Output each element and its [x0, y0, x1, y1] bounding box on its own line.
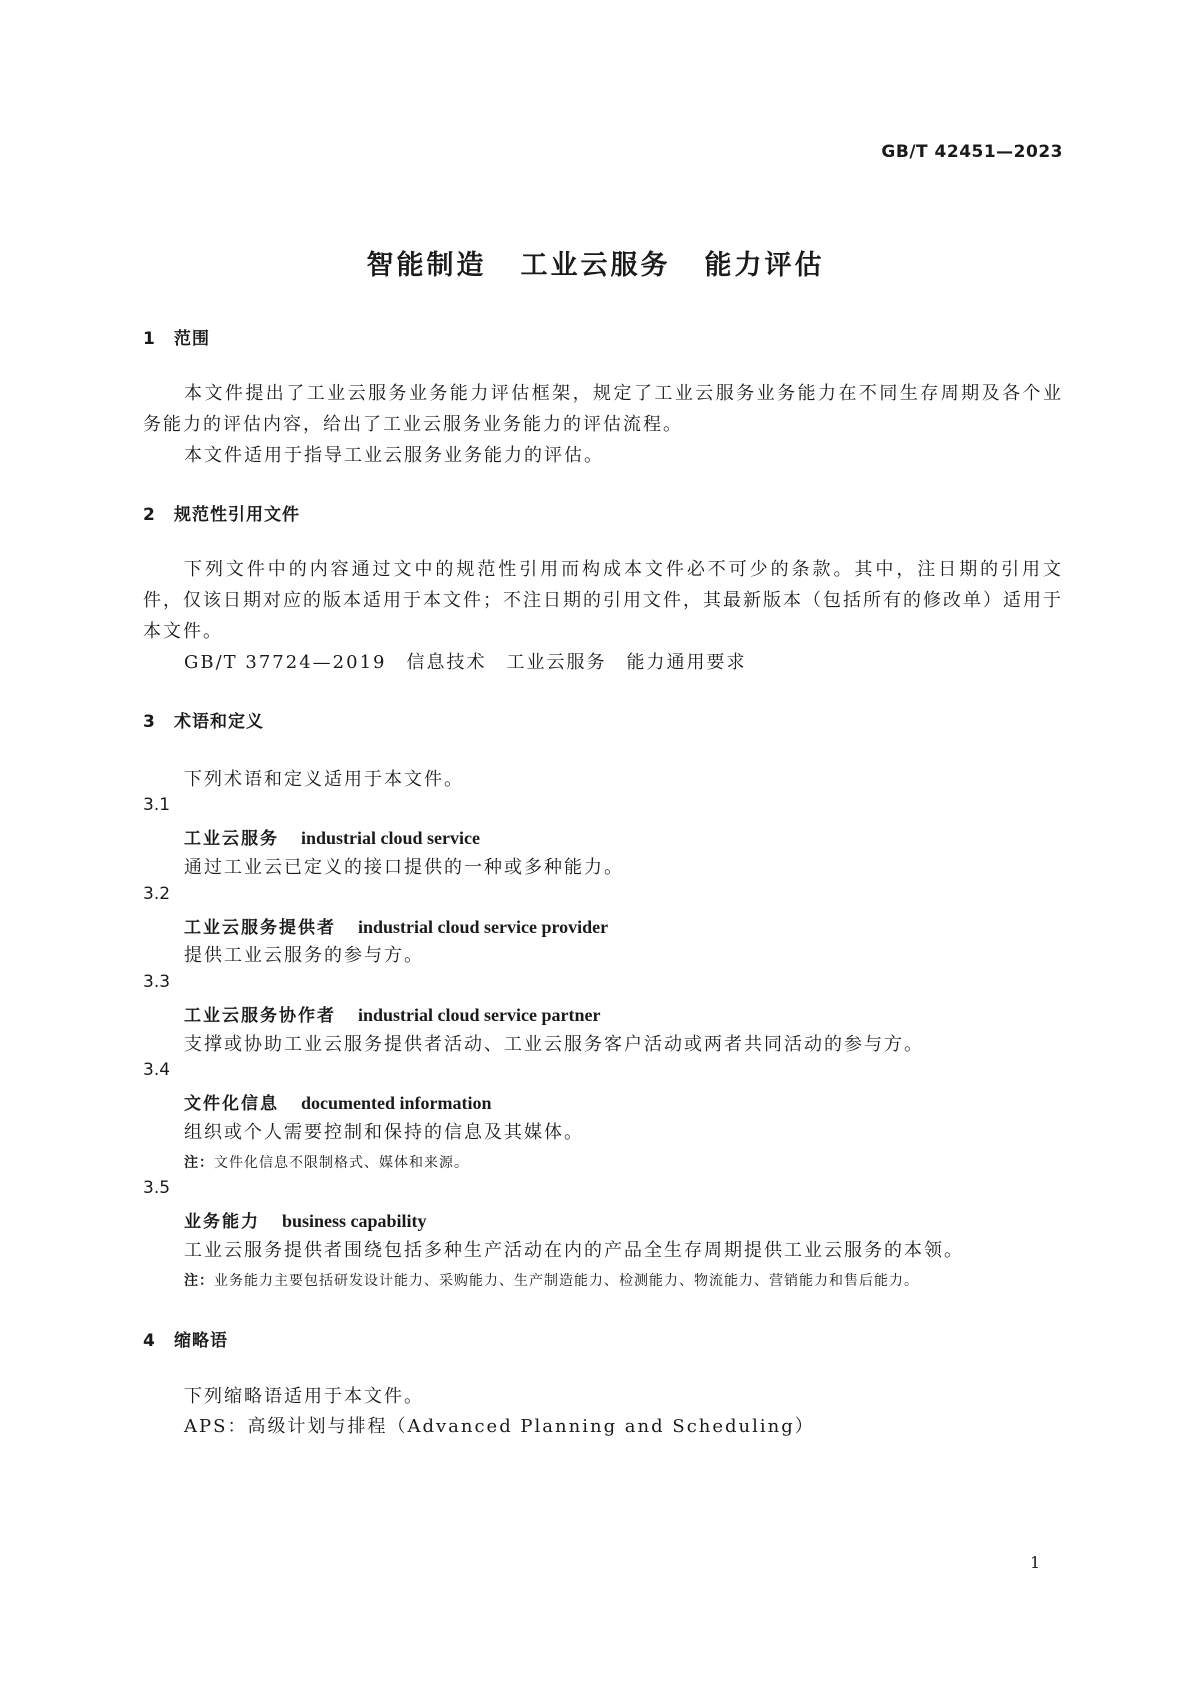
term-note — [184, 1152, 469, 1172]
section-4-heading — [143, 1326, 228, 1351]
term-chinese: 工业云服务协作者 — [184, 1006, 336, 1026]
term-definition: 提供工业云服务的参与方。 — [184, 945, 424, 966]
term-note — [184, 1270, 919, 1290]
section-3-heading — [143, 707, 264, 732]
term-chinese: 业务能力 — [184, 1212, 260, 1232]
clause-number: 3.2 — [143, 884, 171, 904]
title-part-2: 工业云服务 — [520, 250, 671, 281]
section-title: 术语和定义 — [174, 712, 264, 732]
clause-number: 3.5 — [143, 1178, 171, 1198]
term-english: industrial cloud service — [301, 828, 480, 848]
term-chinese: 工业云服务提供者 — [184, 918, 336, 938]
term-definition: 工业云服务提供者围绕包括多种生产活动在内的产品全生存周期提供工业云服务的本领。 — [184, 1240, 964, 1261]
reference-code: GB/T 37724—2019 — [184, 652, 387, 673]
title-part-3: 能力评估 — [704, 250, 825, 281]
normative-reference — [184, 648, 746, 674]
reference-title-3: 能力通用要求 — [626, 652, 747, 673]
section-number: 1 — [143, 329, 156, 349]
section-1-paragraph-2: 本文件适用于指导工业云服务业务能力的评估。 — [184, 445, 604, 466]
clause-number: 3.4 — [143, 1060, 171, 1080]
section-number: 2 — [143, 505, 156, 525]
term-chinese: 文件化信息 — [184, 1094, 279, 1114]
term-definition: 组织或个人需要控制和保持的信息及其媒体。 — [184, 1122, 584, 1143]
section-2-paragraph: 下列文件中的内容通过文中的规范性引用而构成本文件必不可少的条款。其中，注日期的引用文件，仅该日期对应的版本适用于本文件；不注日期的引用文件，其最新版本（包括所有的修改单）适用于本文件。 — [143, 559, 1063, 642]
section-title: 缩略语 — [174, 1331, 228, 1351]
term-entry — [184, 1207, 427, 1232]
term-english: documented information — [301, 1093, 492, 1113]
section-number: 3 — [143, 712, 156, 732]
section-3-intro: 下列术语和定义适用于本文件。 — [184, 769, 464, 790]
term-definition: 支撑或协助工业云服务提供者活动、工业云服务客户活动或两者共同活动的参与方。 — [184, 1034, 924, 1055]
clause-number: 3.1 — [143, 795, 171, 815]
title-part-1: 智能制造 — [366, 250, 487, 281]
section-title: 规范性引用文件 — [174, 505, 300, 525]
section-title: 范围 — [174, 329, 210, 349]
term-entry — [184, 913, 608, 938]
term-entry — [184, 824, 480, 849]
document-title — [0, 243, 1191, 282]
term-english: industrial cloud service partner — [358, 1005, 601, 1025]
note-text: 业务能力主要包括研发设计能力、采购能力、生产制造能力、检测能力、物流能力、营销能力和售后能力。 — [214, 1273, 919, 1289]
note-text: 文件化信息不限制格式、媒体和来源。 — [214, 1155, 469, 1171]
page-number: 1 — [1030, 1553, 1041, 1572]
note-label: 注： — [184, 1273, 214, 1289]
term-entry — [184, 1089, 492, 1114]
term-entry — [184, 1001, 600, 1026]
term-definition: 通过工业云已定义的接口提供的一种或多种能力。 — [184, 857, 624, 878]
note-label: 注： — [184, 1155, 214, 1171]
reference-title-2: 工业云服务 — [506, 652, 607, 673]
term-chinese: 工业云服务 — [184, 829, 279, 849]
standard-code: GB/T 42451—2023 — [881, 142, 1063, 162]
abbreviation-entry: APS：高级计划与排程（Advanced Planning and Scheduling） — [184, 1416, 815, 1437]
reference-title-1: 信息技术 — [406, 652, 487, 673]
section-1-paragraph-1: 本文件提出了工业云服务业务能力评估框架，规定了工业云服务业务能力在不同生存周期及各个业务能力的评估内容，给出了工业云服务业务能力的评估流程。 — [143, 383, 1063, 435]
term-english: business capability — [282, 1211, 427, 1231]
section-4-intro: 下列缩略语适用于本文件。 — [184, 1386, 424, 1407]
section-2-heading — [143, 500, 300, 525]
section-number: 4 — [143, 1331, 156, 1351]
section-1-heading — [143, 324, 210, 349]
term-english: industrial cloud service provider — [358, 917, 609, 937]
clause-number: 3.3 — [143, 972, 171, 992]
